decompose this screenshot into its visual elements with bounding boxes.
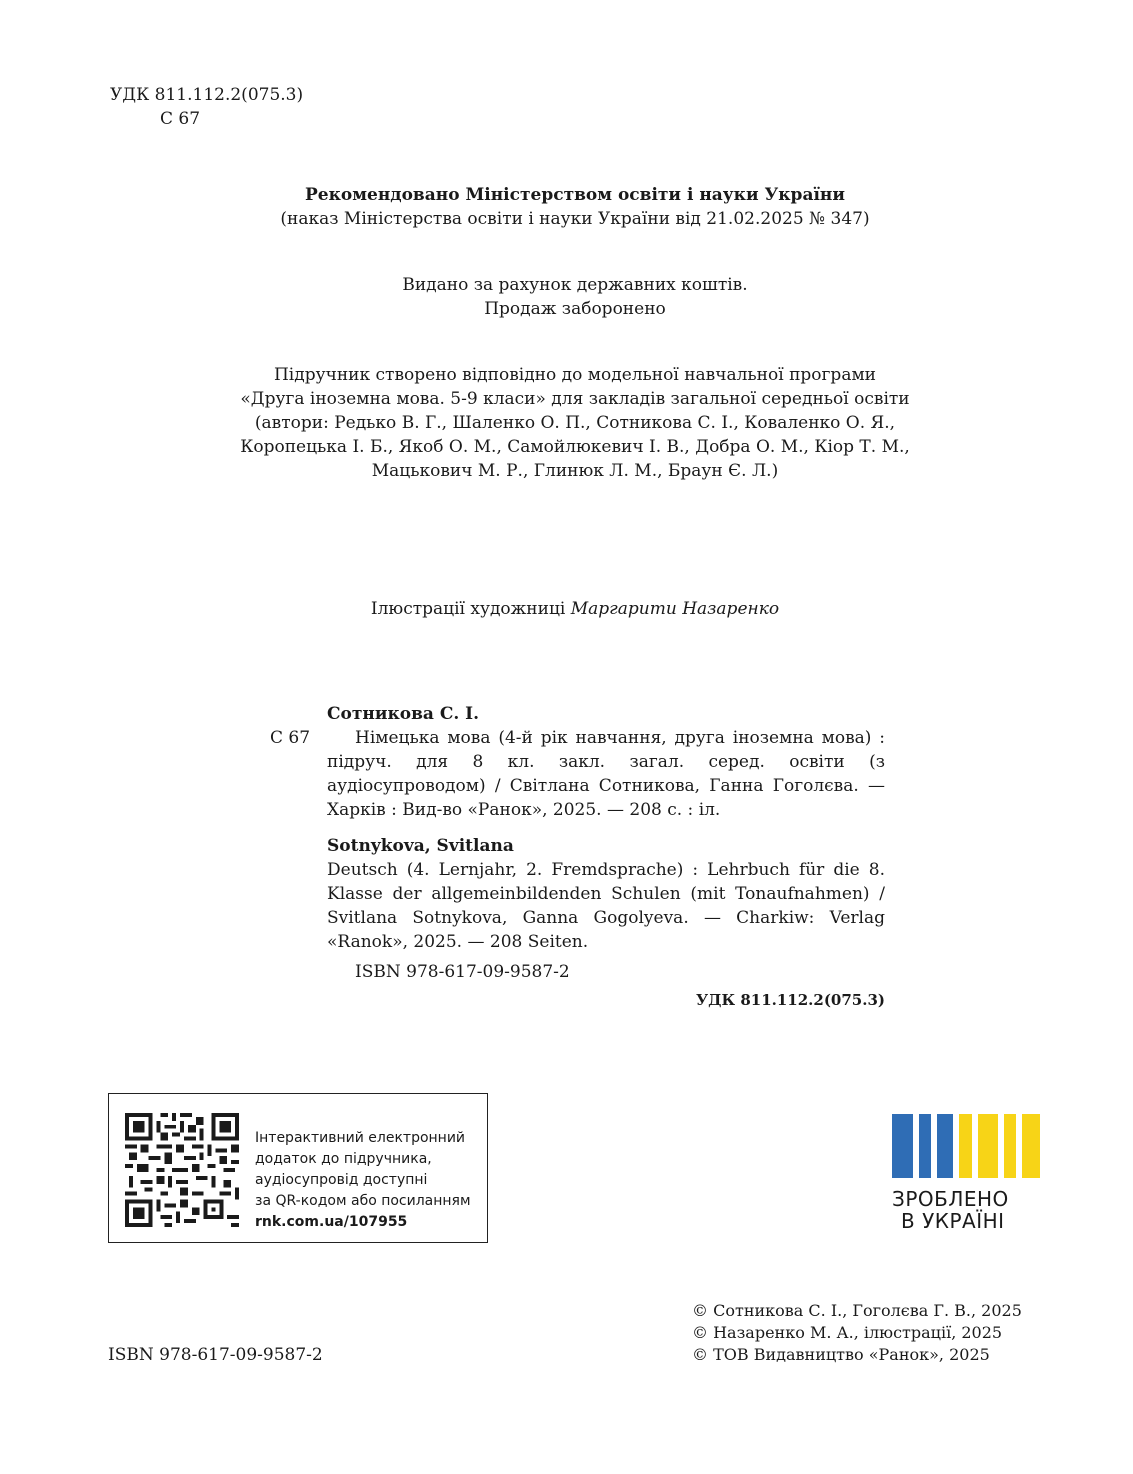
illustrations-credit bbox=[100, 597, 1050, 621]
author-sign-top: С 67 bbox=[160, 109, 201, 129]
card-author-de: Sotnykova, Svitlana bbox=[327, 836, 514, 856]
qr-text-line: додаток до підручника, bbox=[255, 1151, 432, 1167]
illustrations-label: Ілюстрації художниці bbox=[370, 599, 571, 619]
udk-code-top: УДК 811.112.2(075.3) bbox=[110, 85, 304, 105]
copyright-block bbox=[692, 1300, 1022, 1366]
program-line: Мацькович М. Р., Глинюк Л. М., Браун Є. Л.) bbox=[371, 461, 779, 481]
catalog-card bbox=[270, 702, 885, 1012]
publication-line-1: Видано за рахунок державних коштів. bbox=[402, 275, 748, 295]
card-author-ua: Сотникова С. І. bbox=[327, 704, 480, 724]
flag-stripes-icon bbox=[892, 1114, 1040, 1178]
qr-description bbox=[255, 1128, 471, 1233]
qr-link[interactable]: rnk.com.ua/107955 bbox=[255, 1214, 408, 1230]
made-in-ukraine-logo bbox=[892, 1114, 1040, 1232]
qr-code-icon[interactable] bbox=[125, 1113, 239, 1227]
made-in-ukraine-text bbox=[892, 1188, 1040, 1232]
copyright-line: © Назаренко М. А., ілюстрації, 2025 bbox=[692, 1323, 1003, 1342]
program-note bbox=[100, 363, 1050, 483]
made-line-2: В УКРАЇНІ bbox=[901, 1209, 1005, 1233]
publication-line-2: Продаж заборонено bbox=[484, 299, 666, 319]
recommendation-order: (наказ Міністерства освіти і науки України від 21.02.2025 № 347) bbox=[280, 209, 870, 229]
card-author-sign: С 67 bbox=[270, 728, 311, 748]
card-udk: УДК 811.112.2(075.3) bbox=[695, 991, 885, 1009]
copyright-line: © ТОВ Видавництво «Ранок», 2025 bbox=[692, 1345, 990, 1364]
qr-text-line: за QR-кодом або посиланням bbox=[255, 1193, 471, 1209]
isbn-bottom: ISBN 978-617-09-9587-2 bbox=[108, 1345, 323, 1365]
program-line: (автори: Редько В. Г., Шаленко О. П., Сотникова С. І., Коваленко О. Я., bbox=[254, 413, 896, 433]
card-isbn: ISBN 978-617-09-9587-2 bbox=[355, 962, 570, 982]
qr-text-line: аудіосупровід доступні bbox=[255, 1172, 428, 1188]
recommendation-block bbox=[100, 183, 1050, 231]
qr-info-box bbox=[108, 1093, 488, 1243]
publication-note bbox=[100, 273, 1050, 321]
made-line-1: ЗРОБЛЕНО bbox=[892, 1187, 1009, 1211]
card-description-de: Deutsch (4. Lernjahr, 2. Fremdsprache) : Lehrbuch für die 8. Klasse der allgemeinbildenden Schulen (mit Tonaufnahmen) / Svitlana Sotnykova, Ganna Gogolyeva. — Charkiw: Verlag «Ranok», 2025. — 208 Seiten. bbox=[327, 860, 885, 952]
qr-text-line: Інтерактивний електронний bbox=[255, 1130, 466, 1146]
copyright-line: © Сотникова С. І., Гоголєва Г. В., 2025 bbox=[692, 1301, 1022, 1320]
illustrations-artist: Маргарити Назаренко bbox=[570, 599, 780, 619]
recommendation-title: Рекомендовано Міністерством освіти і науки України bbox=[305, 185, 845, 205]
card-description-ua: Німецька мова (4-й рік навчання, друга іноземна мова) : підруч. для 8 кл. закл. загал. серед. освіти (з аудіосупроводом) / Світлана Сотникова, Ганна Гоголєва. — Харків : Вид-во «Ранок», 2025. — 208 с. : іл. bbox=[327, 728, 885, 820]
program-line: Підручник створено відповідно до модельної навчальної програми bbox=[273, 365, 877, 385]
program-line: «Друга іноземна мова. 5-9 класи» для закладів загальної середньої освіти bbox=[240, 389, 910, 409]
program-line: Коропецька І. Б., Якоб О. М., Самойлюкевич І. В., Добра О. М., Кіор Т. М., bbox=[240, 437, 910, 457]
